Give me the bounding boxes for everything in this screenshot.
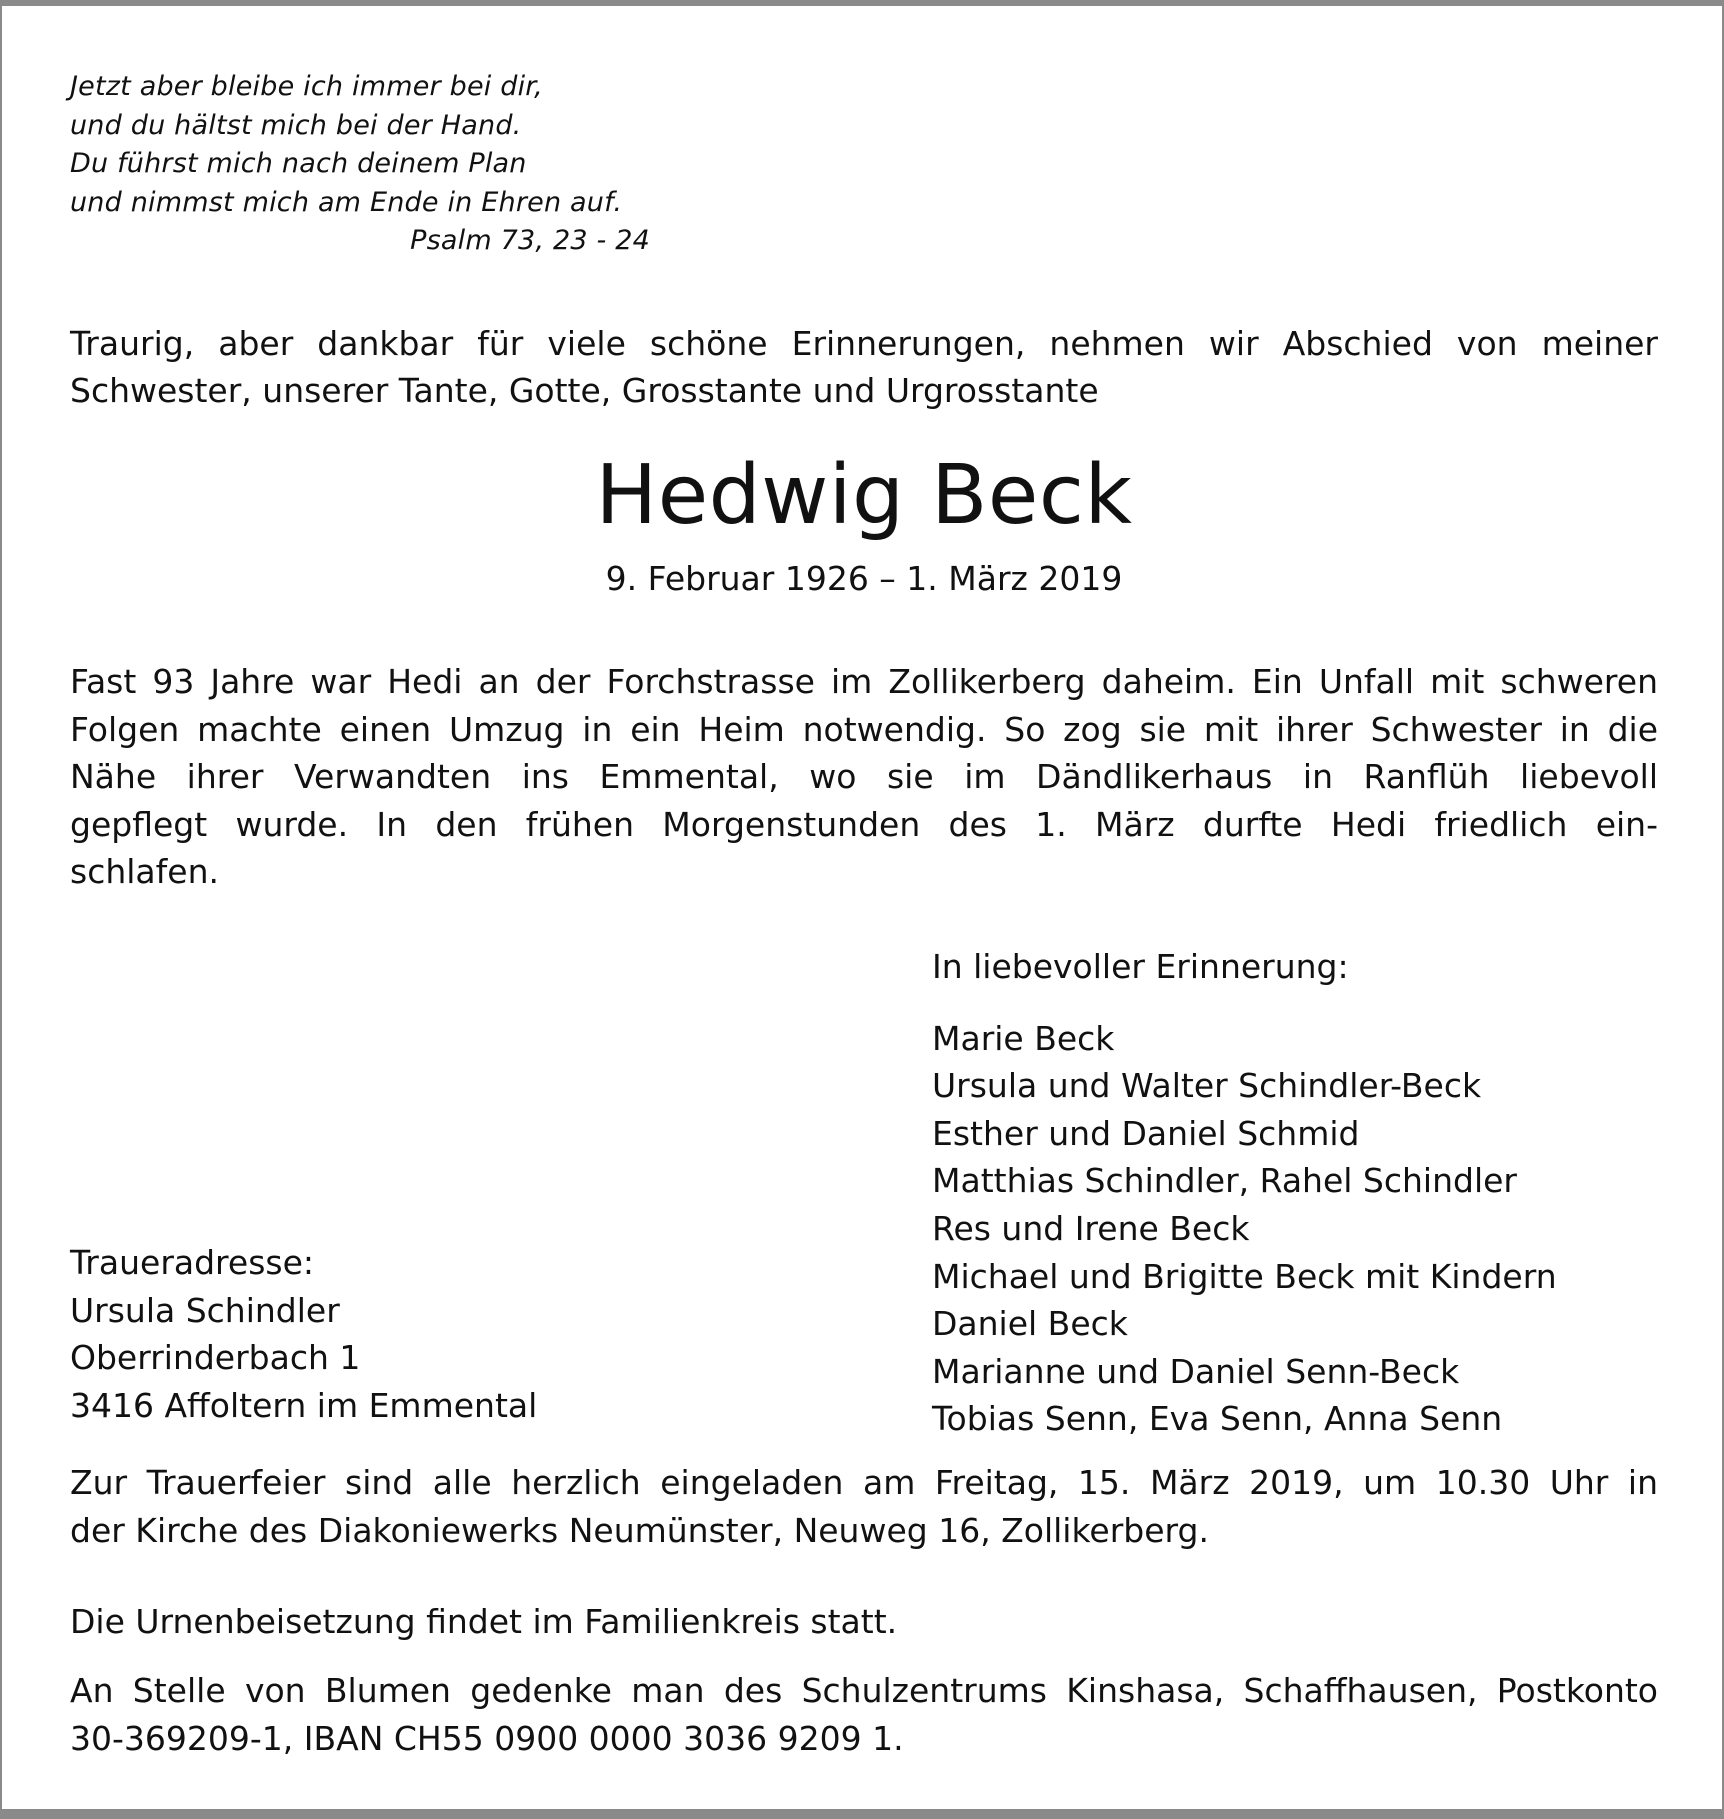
verse-line: und du hältst mich bei der Hand.: [70, 109, 522, 141]
mourner-entry: Ursula und Walter Schindler-Beck: [932, 1066, 1482, 1106]
story-line: Fast 93 Jahre war Hedi an der Forchstrasse im Zollikerberg daheim. Ein Unfall mit schweren: [70, 662, 1658, 701]
mourner-entry: Michael und Brigitte Beck mit Kindern: [932, 1256, 1557, 1296]
mourner-entry: Esther und Daniel Schmid: [932, 1113, 1360, 1153]
donation-line: 30-369209-1, IBAN CH55 0900 0000 3036 9209 1.: [70, 1718, 904, 1758]
address-street: Oberrinderbach 1: [70, 1338, 361, 1378]
mourner-entry: Tobias Senn, Eva Senn, Anna Senn: [932, 1399, 1503, 1439]
funeral-line: Zur Trauerfeier sind alle herzlich eingeladen am Freitag, 15. März 2019, um 10.30 Uhr in: [70, 1463, 1658, 1502]
donation-line: An Stelle von Blumen gedenke man des Schulzentrums Kinshasa, Schaffhausen, Postkonto: [70, 1671, 1658, 1710]
funeral-line: der Kirche des Diakoniewerks Neumünster, Neuweg 16, Zollikerberg.: [70, 1510, 1209, 1550]
intro-paragraph: [70, 320, 1658, 414]
deceased-name: Hedwig Beck: [595, 448, 1133, 543]
story-line: gepflegt wurde. In den frühen Morgenstunden des 1. März durfte Hedi friedlich ein-: [70, 804, 1658, 844]
mourning-address: [70, 1239, 770, 1429]
burial-line: Die Urnenbeisetzung findet im Familienkreis statt.: [70, 1602, 898, 1641]
verse-line: und nimmst mich am Ende in Ehren auf.: [70, 186, 623, 218]
mourner-entry: Marianne und Daniel Senn-Beck: [932, 1351, 1460, 1391]
burial-notice: [70, 1598, 1658, 1646]
verse-source: Psalm 73, 23 - 24: [410, 225, 650, 256]
mourner-entry: Matthias Schindler, Rahel Schindler: [932, 1161, 1517, 1201]
address-city: 3416 Affoltern im Emmental: [70, 1385, 538, 1425]
funeral-notice: [70, 1459, 1658, 1554]
intro-line: Traurig, aber dankbar für viele schöne Erinnerungen, nehmen wir Abschied von meiner: [70, 324, 1658, 363]
mourner-entry: Marie Beck: [932, 1018, 1115, 1058]
donation-notice: [70, 1667, 1658, 1762]
mourner-entry: Res und Irene Beck: [932, 1208, 1250, 1248]
life-dates: 9. Februar 1926 – 1. März 2019: [605, 559, 1123, 598]
mourners-list: [932, 943, 1652, 1443]
remembrance-heading: In liebevoller Erinnerung:: [932, 947, 1349, 986]
story-line: Folgen machte einen Umzug in ein Heim notwendig. So zog sie mit ihrer Schwester in die: [70, 709, 1658, 749]
life-story-paragraph: [70, 658, 1658, 896]
verse-line: Du führst mich nach deinem Plan: [70, 148, 527, 179]
verse-line: Jetzt aber bleibe ich immer bei dir,: [70, 71, 543, 102]
address-name: Ursula Schindler: [70, 1290, 340, 1330]
address-label: Traueradresse:: [70, 1243, 315, 1282]
bible-verse: [70, 68, 650, 261]
mourner-entry: Daniel Beck: [932, 1304, 1128, 1344]
story-line: Nähe ihrer Verwandten ins Emmental, wo sie im Dändlikerhaus in Ranflüh liebevoll: [70, 757, 1658, 797]
intro-line: Schwester, unserer Tante, Gotte, Grosstante und Urgrosstante: [70, 371, 1099, 410]
story-line: schlafen.: [70, 852, 219, 892]
